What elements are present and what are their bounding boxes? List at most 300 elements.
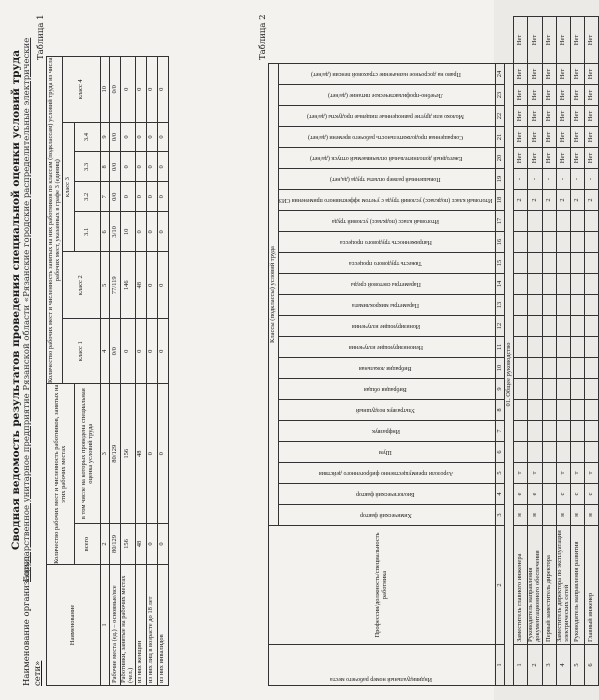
t2-row-cell: Нет bbox=[556, 64, 571, 85]
t2-factor-label: Ультразвук воздушный bbox=[356, 407, 416, 414]
t2-colnum: 5 bbox=[496, 463, 505, 484]
t2-row-cell: с bbox=[556, 484, 571, 505]
t1-row-value: 0 bbox=[121, 318, 136, 384]
t1-row-spec: 0 bbox=[146, 384, 157, 524]
t1-row-value: 0 bbox=[135, 152, 146, 182]
t1-row-spec: 0 bbox=[157, 384, 168, 524]
t1-h-c1: класс 1 bbox=[63, 318, 101, 384]
t2-row-cell: Нет bbox=[556, 106, 571, 127]
t2-row-cell bbox=[542, 421, 556, 442]
t2-factor-header bbox=[279, 127, 496, 148]
t1-row-value: 0/0 bbox=[110, 57, 121, 123]
t1-body bbox=[110, 57, 169, 686]
t2-factor-label: Вибрация локальная bbox=[359, 365, 412, 372]
t2-colnum: 23 bbox=[496, 85, 505, 106]
t2-row-cell: Нет bbox=[571, 17, 585, 64]
t2-row-cell bbox=[585, 337, 599, 358]
t2-factor-label: Аэрозоли преимущественно фиброгенного действия bbox=[318, 470, 453, 477]
t2-factor-label: Тяжесть трудового процесса bbox=[349, 260, 423, 267]
t2-row-cell bbox=[542, 463, 556, 484]
table-row bbox=[528, 17, 543, 686]
t2-body bbox=[514, 17, 599, 686]
t1-colnum: 10 bbox=[101, 57, 110, 123]
t2-row-cell bbox=[585, 232, 599, 253]
t2-colnum: 20 bbox=[496, 148, 505, 169]
t2-row-cell: Нет bbox=[514, 148, 528, 169]
t2-colnum: 22 bbox=[496, 106, 505, 127]
t1-row-name: из них женщин bbox=[135, 565, 146, 686]
t2-factor-label: Молоко или другие равноценные пищевые продукты (да/нет) bbox=[307, 113, 465, 120]
summary-table bbox=[46, 56, 169, 686]
t2-row-cell: Нет bbox=[571, 64, 585, 85]
t2-row-cell bbox=[585, 379, 599, 400]
t1-h-c33: 3.3 bbox=[75, 152, 101, 182]
t2-factor-label: Ионизирующие излучения bbox=[351, 323, 420, 330]
t2-row-cell: Нет bbox=[514, 64, 528, 85]
t2-row-cell: 2 bbox=[528, 190, 543, 211]
t2-row-cell: н bbox=[585, 505, 599, 526]
t2-row-cell bbox=[528, 253, 543, 274]
t2-factor-label: Сокращенная продолжительность рабочего времени (да/нет) bbox=[308, 134, 464, 141]
t2-colnum: 7 bbox=[496, 421, 505, 442]
t2-column-numbers bbox=[496, 17, 505, 686]
t2-row-cell bbox=[528, 379, 543, 400]
t2-factor-header bbox=[279, 421, 496, 442]
t2-row-prof: Заместитель директора по эксплуатации электрических сетей bbox=[556, 526, 571, 645]
organization-name-cont: сети» bbox=[33, 660, 43, 686]
t2-row-cell bbox=[571, 253, 585, 274]
t1-row-value: 0 bbox=[135, 318, 146, 384]
t1-row-value: 0 bbox=[135, 122, 146, 152]
t2-factor-label: Итоговый класс (подкласс) условий труда с учетом эффективного применения СИЗ bbox=[279, 197, 493, 204]
t2-factor-label: Вибрация общая bbox=[364, 386, 408, 393]
t2-factor-header bbox=[279, 379, 496, 400]
t2-row-cell: Нет bbox=[528, 85, 543, 106]
t2-row-cell: Нет bbox=[542, 127, 556, 148]
t2-row-cell: - bbox=[528, 169, 543, 190]
t2-colnum: 3 bbox=[496, 505, 505, 526]
t2-row-num: 5 bbox=[571, 645, 585, 686]
t1-h-c34: 3.4 bbox=[75, 122, 101, 152]
t2-factor-header bbox=[279, 190, 496, 211]
t2-factor-header bbox=[279, 505, 496, 526]
t2-row-cell: Нет bbox=[528, 106, 543, 127]
t1-h-name: Наименование bbox=[47, 565, 101, 686]
t1-h-c31: 3.1 bbox=[75, 212, 101, 252]
t2-section: 01. Общее руководство bbox=[505, 64, 514, 686]
t2-factor-header bbox=[279, 253, 496, 274]
t2-row-cell bbox=[514, 211, 528, 232]
t2-row-cell bbox=[542, 232, 556, 253]
t2-row-cell bbox=[571, 211, 585, 232]
t2-factor-label: Итоговый класс (подкласс) условий труда bbox=[332, 218, 440, 225]
t2-factor-label: Право на досрочное назначение страховой пенсии (да/нет) bbox=[310, 71, 461, 78]
t2-row-cell bbox=[514, 274, 528, 295]
t1-h-c2: класс 2 bbox=[63, 252, 101, 318]
t2-row-cell bbox=[571, 316, 585, 337]
t1-row-value: 10 bbox=[121, 212, 136, 252]
t2-colnum: 4 bbox=[496, 484, 505, 505]
t2-factor-header bbox=[279, 358, 496, 379]
t2-colnum: 14 bbox=[496, 274, 505, 295]
table-row bbox=[556, 17, 571, 686]
t1-column-numbers bbox=[101, 57, 110, 686]
table-row bbox=[135, 57, 146, 686]
t2-row-cell: Нет bbox=[571, 148, 585, 169]
t1-row-value: 0 bbox=[135, 57, 146, 123]
t2-colnum: 11 bbox=[496, 337, 505, 358]
t2-row-cell: Нет bbox=[585, 148, 599, 169]
t1-colnum: 8 bbox=[101, 152, 110, 182]
t2-row-cell bbox=[542, 274, 556, 295]
t2-row-cell: с bbox=[571, 484, 585, 505]
t2-colnum: 16 bbox=[496, 232, 505, 253]
t2-colnum: 10 bbox=[496, 358, 505, 379]
t2-row-cell bbox=[556, 295, 571, 316]
t1-row-value: 0 bbox=[146, 252, 157, 318]
t2-colnum: 21 bbox=[496, 127, 505, 148]
t2-row-cell: Нет bbox=[528, 127, 543, 148]
t2-row-cell bbox=[585, 274, 599, 295]
t2-row-cell: Нет bbox=[528, 148, 543, 169]
t1-row-spec: 48 bbox=[135, 384, 146, 524]
t1-colnum: 1 bbox=[101, 565, 110, 686]
t2-factor-label: Ежегодный дополнительный оплачиваемый отпуск (да/нет) bbox=[309, 155, 462, 162]
t2-row-cell bbox=[514, 232, 528, 253]
t2-row-cell: Нет bbox=[542, 106, 556, 127]
t2-row-cell bbox=[556, 211, 571, 232]
t2-row-cell bbox=[542, 211, 556, 232]
t1-colnum: 7 bbox=[101, 182, 110, 212]
t2-row-cell bbox=[571, 232, 585, 253]
t2-row-cell: т bbox=[556, 463, 571, 484]
t2-factor-label: Напряженность трудового процесса bbox=[339, 239, 432, 246]
t2-row-prof: Руководитель направления развития bbox=[571, 526, 585, 645]
t2-row-cell bbox=[528, 316, 543, 337]
t1-row-value: 0 bbox=[121, 57, 136, 123]
t2-row-cell: Нет bbox=[542, 17, 556, 64]
table2-label: Таблица 2 bbox=[258, 14, 268, 60]
t2-factor-header bbox=[279, 337, 496, 358]
table-row bbox=[571, 17, 585, 686]
t2-factor-label: Параметры микроклимата bbox=[352, 302, 420, 309]
t2-colnum: 8 bbox=[496, 400, 505, 421]
t2-row-cell: 2 bbox=[542, 190, 556, 211]
t1-h-spec: в том числе на которых проведена специальная оценка условий труда bbox=[75, 384, 101, 524]
t2-factor-header bbox=[279, 400, 496, 421]
t2-row-cell: Нет bbox=[585, 17, 599, 64]
t2-row-cell bbox=[585, 421, 599, 442]
t2-row-cell: Нет bbox=[514, 17, 528, 64]
t2-row-cell bbox=[556, 442, 571, 463]
t2-colnum: 12 bbox=[496, 316, 505, 337]
t1-row-value: 0/0 bbox=[110, 152, 121, 182]
t1-h-c4: класс 4 bbox=[63, 57, 101, 123]
t1-row-name: из них лиц в возрасте до 18 лет bbox=[146, 565, 157, 686]
t2-row-cell: Нет bbox=[514, 85, 528, 106]
t2-row-cell: н bbox=[514, 505, 528, 526]
t1-row-value: 0 bbox=[157, 212, 168, 252]
t2-factor-label: Параметры световой среды bbox=[350, 281, 421, 288]
t2-row-cell: с bbox=[585, 484, 599, 505]
t1-row-value: 0 bbox=[157, 152, 168, 182]
t1-row-value: 0 bbox=[157, 182, 168, 212]
t2-row-cell: н bbox=[571, 505, 585, 526]
t1-h-c3: класс 3 bbox=[63, 122, 75, 252]
t1-colnum: 2 bbox=[101, 524, 110, 565]
t2-row-num: 6 bbox=[585, 645, 599, 686]
t2-row-cell bbox=[556, 337, 571, 358]
t1-row-value: 0 bbox=[157, 252, 168, 318]
t1-row-value: 0 bbox=[146, 318, 157, 384]
t1-row-value: 0 bbox=[146, 182, 157, 212]
t2-factor-header bbox=[279, 442, 496, 463]
t1-row-spec: 80/129 bbox=[110, 384, 121, 524]
t2-row-cell bbox=[571, 421, 585, 442]
t2-row-cell: т bbox=[514, 463, 528, 484]
workplaces-table bbox=[268, 16, 599, 686]
t2-row-cell bbox=[528, 274, 543, 295]
t2-row-cell bbox=[528, 358, 543, 379]
t2-row-cell: 2 bbox=[585, 190, 599, 211]
t2-factor-header bbox=[279, 148, 496, 169]
t2-row-cell bbox=[556, 232, 571, 253]
t2-row-cell bbox=[528, 421, 543, 442]
document-title: Сводная ведомость результатов проведения специальной оценки условий труда bbox=[10, 50, 22, 550]
t2-row-cell: Нет bbox=[514, 106, 528, 127]
organization-name: Государственное унитарное предприятие Рязанской области «Рязанские городские распределительные электрические bbox=[22, 37, 32, 582]
t2-row-cell bbox=[514, 316, 528, 337]
t1-row-name: Рабочие места (ед.) – основные/все bbox=[110, 565, 121, 686]
t2-row-cell bbox=[528, 337, 543, 358]
t1-row-value: 0 bbox=[146, 212, 157, 252]
t2-row-cell: е bbox=[528, 484, 543, 505]
t2-row-num: 1 bbox=[514, 645, 528, 686]
t2-row-cell bbox=[514, 358, 528, 379]
t2-row-cell: Нет bbox=[585, 64, 599, 85]
t1-row-value: 3/10 bbox=[110, 212, 121, 252]
t2-row-cell: Нет bbox=[528, 64, 543, 85]
t2-factor-label: Шум bbox=[379, 449, 393, 456]
t2-factor-label: Неионизирующие излучения bbox=[348, 344, 423, 351]
t2-row-cell bbox=[542, 505, 556, 526]
t2-row-cell bbox=[585, 358, 599, 379]
t1-h-classes: Количество рабочих мест и численность занятых на них работников по классам (подклассам) условий труда из числа рабочих мест, указанных в графе 3 (единиц) bbox=[46, 57, 61, 384]
t2-row-cell bbox=[542, 295, 556, 316]
t2-row-cell: н bbox=[556, 505, 571, 526]
t1-h-workplaces: Количество рабочих мест и численность работников, занятых на этих рабочих местах bbox=[47, 384, 75, 565]
t2-row-cell bbox=[571, 295, 585, 316]
t2-row-cell bbox=[542, 400, 556, 421]
t2-row-cell bbox=[514, 253, 528, 274]
t2-row-cell: т bbox=[571, 463, 585, 484]
t2-factor-label: Химический фактор bbox=[359, 512, 412, 519]
t2-row-cell bbox=[528, 295, 543, 316]
t2-row-cell: Нет bbox=[585, 85, 599, 106]
t1-row-value: 146 bbox=[121, 252, 136, 318]
t2-row-cell bbox=[542, 337, 556, 358]
t2-row-cell bbox=[542, 484, 556, 505]
t2-factor-header bbox=[279, 64, 496, 85]
t2-factor-header bbox=[279, 463, 496, 484]
t1-row-value: 0 bbox=[157, 318, 168, 384]
t2-row-cell bbox=[528, 211, 543, 232]
t2-row-cell: 2 bbox=[571, 190, 585, 211]
t1-row-value: 0 bbox=[135, 212, 146, 252]
t1-row-value: 0 bbox=[135, 182, 146, 212]
t2-row-num: 2 bbox=[528, 645, 543, 686]
t2-row-cell bbox=[571, 274, 585, 295]
t1-row-spec: 156 bbox=[121, 384, 136, 524]
t2-row-cell: т bbox=[585, 463, 599, 484]
t2-h-classes: Классы (подклассы) условий труда bbox=[269, 64, 279, 526]
organization-label: Наименование организации: bbox=[22, 555, 32, 686]
t1-row-total: 156 bbox=[121, 524, 136, 565]
t2-row-cell bbox=[585, 295, 599, 316]
t2-factor-header bbox=[279, 85, 496, 106]
t2-row-cell bbox=[542, 379, 556, 400]
t1-row-value: 48 bbox=[135, 252, 146, 318]
t1-h-c32: 3.2 bbox=[75, 182, 101, 212]
t2-row-cell bbox=[514, 379, 528, 400]
table-row bbox=[542, 17, 556, 686]
t2-row-cell: - bbox=[571, 169, 585, 190]
t2-row-cell bbox=[556, 400, 571, 421]
t2-colnum: 15 bbox=[496, 253, 505, 274]
t2-colnum: 24 bbox=[496, 64, 505, 85]
t2-factor-header bbox=[279, 232, 496, 253]
t1-row-value: 0 bbox=[157, 57, 168, 123]
t2-factor-header bbox=[279, 295, 496, 316]
t2-row-cell bbox=[556, 421, 571, 442]
t2-row-prof: Первый заместитель директора bbox=[542, 526, 556, 645]
t2-factor-header bbox=[279, 484, 496, 505]
t2-row-cell: е bbox=[514, 484, 528, 505]
t2-row-cell bbox=[528, 400, 543, 421]
t2-row-num: 3 bbox=[542, 645, 556, 686]
t2-row-cell bbox=[571, 358, 585, 379]
t1-row-value: 0 bbox=[157, 122, 168, 152]
table-row bbox=[514, 17, 528, 686]
table-row bbox=[146, 57, 157, 686]
t1-row-total: 0 bbox=[146, 524, 157, 565]
t2-row-cell bbox=[542, 253, 556, 274]
t2-colnum: 19 bbox=[496, 169, 505, 190]
t1-colnum: 3 bbox=[101, 384, 110, 524]
t2-row-cell bbox=[585, 253, 599, 274]
t2-row-cell bbox=[514, 337, 528, 358]
t2-row-cell: т bbox=[528, 463, 543, 484]
t2-row-cell: н bbox=[528, 505, 543, 526]
t2-row-cell: Нет bbox=[556, 148, 571, 169]
t1-row-total: 0 bbox=[157, 524, 168, 565]
t2-row-cell: - bbox=[542, 169, 556, 190]
t2-row-cell bbox=[542, 442, 556, 463]
t2-colnum: 17 bbox=[496, 211, 505, 232]
t2-row-cell: Нет bbox=[585, 127, 599, 148]
t2-row-cell bbox=[571, 379, 585, 400]
t2-colnum: 13 bbox=[496, 295, 505, 316]
t1-row-value: 0 bbox=[146, 152, 157, 182]
t2-row-cell: Нет bbox=[528, 17, 543, 64]
t2-row-cell bbox=[571, 337, 585, 358]
t1-row-name: из них инвалидов bbox=[157, 565, 168, 686]
t2-row-cell bbox=[542, 316, 556, 337]
t2-row-cell bbox=[542, 358, 556, 379]
t2-row-cell: Нет bbox=[542, 64, 556, 85]
table1-label: Таблица 1 bbox=[36, 14, 46, 60]
t1-h-total: всего bbox=[75, 524, 101, 565]
t2-colnum: 1 bbox=[496, 645, 505, 686]
t2-row-cell bbox=[514, 442, 528, 463]
t2-colnum: 18 bbox=[496, 190, 505, 211]
t2-row-cell: 2 bbox=[556, 190, 571, 211]
t2-row-cell bbox=[585, 400, 599, 421]
t2-row-cell bbox=[556, 274, 571, 295]
t2-row-cell: - bbox=[556, 169, 571, 190]
t2-row-cell: Нет bbox=[542, 148, 556, 169]
t2-row-cell: Нет bbox=[585, 106, 599, 127]
table-row bbox=[585, 17, 599, 686]
t2-row-prof: Заместитель главного инженера bbox=[514, 526, 528, 645]
table-row bbox=[110, 57, 121, 686]
t2-row-cell: Нет bbox=[556, 127, 571, 148]
t2-row-cell bbox=[556, 358, 571, 379]
t2-row-cell: Нет bbox=[571, 127, 585, 148]
t2-row-prof: Главный инженер bbox=[585, 526, 599, 645]
t1-row-value: 77/119 bbox=[110, 252, 121, 318]
t2-factor-header bbox=[279, 274, 496, 295]
t2-colnum: 2 bbox=[496, 526, 505, 645]
table-row bbox=[157, 57, 168, 686]
t1-colnum: 6 bbox=[101, 212, 110, 252]
t2-factor-header bbox=[279, 106, 496, 127]
t1-colnum: 9 bbox=[101, 122, 110, 152]
t2-factor-header bbox=[279, 316, 496, 337]
t2-row-cell bbox=[514, 421, 528, 442]
t2-row-cell: Нет bbox=[542, 85, 556, 106]
t2-factor-label: Инфразвук bbox=[371, 428, 400, 435]
t2-factor-label: Повышенный размер оплаты труда (да,нет) bbox=[330, 176, 441, 183]
t2-row-cell bbox=[571, 442, 585, 463]
t1-row-value: 0 bbox=[121, 152, 136, 182]
table-row bbox=[121, 57, 136, 686]
t2-row-cell bbox=[528, 442, 543, 463]
t2-row-cell: Нет bbox=[571, 85, 585, 106]
t1-row-name: Работники, занятые на рабочих местах (чел.) bbox=[121, 565, 136, 686]
t2-row-cell bbox=[585, 442, 599, 463]
t1-row-total: 80/129 bbox=[110, 524, 121, 565]
t2-row-cell: 2 bbox=[514, 190, 528, 211]
t2-row-cell bbox=[556, 316, 571, 337]
t2-row-cell: Нет bbox=[514, 127, 528, 148]
t2-row-cell: Нет bbox=[571, 106, 585, 127]
t1-row-value: 0/0 bbox=[110, 182, 121, 212]
t1-colnum: 5 bbox=[101, 252, 110, 318]
t2-row-num: 4 bbox=[556, 645, 571, 686]
t1-row-value: 0 bbox=[121, 182, 136, 212]
t2-colnum: 9 bbox=[496, 379, 505, 400]
t2-h-prof: Профессия/должность/специальность работника bbox=[269, 526, 496, 645]
t1-row-value: 0 bbox=[146, 122, 157, 152]
t2-row-cell bbox=[556, 253, 571, 274]
t2-row-cell: Нет bbox=[556, 17, 571, 64]
t2-row-cell: - bbox=[514, 169, 528, 190]
t1-row-value: 0/0 bbox=[110, 122, 121, 152]
t2-row-prof: Руководитель направления документационного обеспечения bbox=[528, 526, 543, 645]
t2-row-cell bbox=[571, 400, 585, 421]
t1-colnum: 4 bbox=[101, 318, 110, 384]
